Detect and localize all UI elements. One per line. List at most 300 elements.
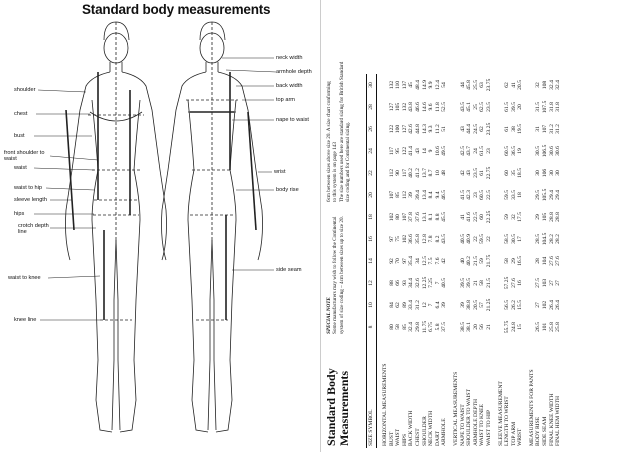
measurement-value: 41	[459, 214, 466, 220]
measurement-value: 107	[388, 190, 395, 200]
measurement-value: 43	[459, 126, 466, 132]
measurement-name: SHOULDER	[421, 416, 428, 446]
measurement-value: 31.2	[414, 300, 421, 310]
measurement-value: 8.8	[434, 213, 441, 221]
measurement-value: 21.5	[472, 256, 479, 266]
measurement-name: WAIST TO KNEE	[479, 404, 486, 446]
measurement-value: 23.25	[485, 122, 492, 136]
measurement-value: 39	[459, 302, 466, 308]
measurement-value: 117	[401, 168, 408, 178]
measurement-value: 27	[555, 280, 562, 286]
measurement-value: 30.6	[555, 146, 562, 156]
label-waist-to-knee: waist to knee	[8, 275, 41, 281]
measurement-value: 14.9	[421, 80, 428, 90]
table-page	[320, 0, 640, 452]
size-header-cell: 16	[367, 228, 377, 250]
measurement-value: 12.4	[434, 80, 441, 90]
measurement-value: 7.25	[428, 278, 435, 288]
table-row	[479, 74, 486, 448]
measurement-value: 27.6	[510, 278, 517, 288]
measurement-value: 46.5	[441, 190, 448, 200]
label-knee-line: knee line	[14, 317, 37, 323]
measurement-value: 54	[441, 82, 448, 88]
section-heading-row	[451, 74, 460, 448]
measurement-name: LENGTH TO WRIST	[504, 396, 511, 446]
measurement-value: 60.5	[479, 190, 486, 200]
measurement-value: 90	[395, 170, 402, 176]
measurement-value: 30.5	[535, 146, 542, 156]
measurement-value: 14.3	[421, 124, 428, 134]
book-title-line-2: Measurements	[337, 370, 351, 446]
measurement-value: 15	[517, 324, 524, 330]
measurement-value: 14	[421, 148, 428, 154]
measurement-value: 9	[428, 149, 435, 153]
measurement-value: 59.5	[479, 234, 486, 244]
label-waist: waist	[14, 165, 27, 171]
size-header-cell: 24	[367, 140, 377, 162]
measurement-value: 41.5	[459, 190, 466, 200]
measurement-value: 57	[479, 302, 486, 308]
table-row	[415, 74, 422, 448]
table-row	[408, 74, 415, 448]
sizing-note-line-3: The size numbers used here are standard sizing for British Standard	[338, 61, 345, 202]
measurement-value: 127	[401, 124, 408, 134]
measurement-value: 36.5	[510, 146, 517, 156]
measurement-value: 63	[479, 82, 486, 88]
measurement-value: 38.8	[466, 300, 473, 310]
measurement-value: 15.5	[517, 300, 524, 310]
measurement-value: 102	[401, 234, 408, 244]
measurement-value: 38.5	[459, 322, 466, 332]
measurement-value: 41.4	[408, 146, 415, 156]
measurement-value: 107.5	[542, 100, 549, 114]
special-note-title: SPECIAL NOTE	[326, 297, 332, 334]
measurement-value: 32.4	[555, 80, 562, 90]
measurement-value: 44.8	[414, 124, 421, 134]
measurement-value: 20.5	[472, 300, 479, 310]
measurement-value: 61	[479, 170, 486, 176]
measurement-value: 37.8	[408, 212, 415, 222]
measurement-value: 66	[395, 280, 402, 286]
measurement-value: 42	[441, 258, 448, 264]
measurement-value: 31	[535, 126, 542, 132]
measurement-value: 39	[441, 302, 448, 308]
measurement-value: 12.25	[421, 276, 428, 290]
sizing-note-line-2: to this system is on page 143	[332, 142, 339, 202]
measurement-value: 43.8	[408, 102, 415, 112]
measurement-name: DART	[434, 431, 441, 446]
measurement-value: 6.4	[434, 301, 441, 309]
measurement-value: 132	[401, 102, 408, 112]
measurement-value: 108	[542, 80, 549, 90]
label-shoulder: shoulder	[14, 87, 36, 93]
measurement-value: 49.5	[441, 146, 448, 156]
measurement-value: 29.8	[414, 322, 421, 332]
label-chest: chest	[14, 111, 28, 117]
measurement-value: 22.75	[485, 166, 492, 180]
measurement-value: 32.4	[548, 80, 555, 90]
measurement-value: 132	[388, 80, 395, 90]
measurement-value: 105.5	[542, 188, 549, 202]
measurement-value: 58	[395, 324, 402, 330]
size-header-cell: 14	[367, 250, 377, 272]
measurement-value: 44	[459, 82, 466, 88]
size-header-cell: 30	[367, 74, 377, 96]
measurement-table	[366, 74, 562, 448]
measurement-value: 14.6	[421, 102, 428, 112]
measurement-value: 19.5	[517, 124, 524, 134]
measurement-value: 45.8	[466, 80, 473, 90]
measurement-value: 102	[542, 300, 549, 310]
measurement-value: 80	[395, 214, 402, 220]
measurement-value: 10.6	[434, 146, 441, 156]
measurement-value: 104	[542, 256, 549, 266]
measurement-value: 117	[388, 146, 395, 156]
table-row	[428, 74, 435, 448]
measurement-value: 32	[510, 214, 517, 220]
measurement-value: 59.5	[504, 190, 511, 200]
measurement-value: 34.4	[408, 278, 415, 288]
measurement-value: 75	[395, 236, 402, 242]
measurement-value: 22.5	[485, 190, 492, 200]
measurement-value: 61.5	[479, 146, 486, 156]
measurement-value: 23	[472, 192, 479, 198]
measurement-value: 19	[517, 148, 524, 154]
measurement-value: 106.5	[542, 144, 549, 158]
label-front-shoulder-to-waist: front shoulder to waist	[4, 150, 45, 162]
measurement-value: 62	[395, 302, 402, 308]
table-row	[504, 74, 511, 448]
measurement-name: FINAL HEM WIDTH	[555, 395, 562, 446]
measurement-value: 21.25	[485, 298, 492, 312]
measurement-name: ARMHOLE DEPTH	[472, 398, 479, 446]
measurement-value: 55.75	[504, 320, 511, 334]
measurement-name: BODY RISE	[535, 416, 542, 446]
measurement-value: 45.5	[441, 212, 448, 222]
measurement-value: 20	[472, 324, 479, 330]
measurement-value: 29	[535, 214, 542, 220]
measurement-value: 110	[395, 80, 402, 90]
measurement-value: 93	[401, 280, 408, 286]
measurement-value: 7	[434, 281, 441, 285]
measurement-value: 62	[479, 126, 486, 132]
measurement-value: 26.4	[555, 300, 562, 310]
measurement-value: 25.5	[472, 80, 479, 90]
label-wrist: wrist	[274, 169, 286, 175]
measurement-value: 97	[401, 258, 408, 264]
special-note-line-2: system of size coding – 4cm between sizes up to size 20.	[338, 216, 345, 334]
table-row	[422, 74, 429, 448]
measurement-value: 43.5	[441, 234, 448, 244]
measurement-name: SIDE SEAM	[542, 416, 549, 446]
measurement-value: 16.5	[517, 256, 524, 266]
measurement-value: 17.5	[517, 212, 524, 222]
measurement-value: 16	[517, 280, 524, 286]
section-heading: SLEEVE MEASUREMENT	[497, 381, 504, 446]
measurement-value: 105	[395, 102, 402, 112]
size-header-cell: 20	[367, 184, 377, 206]
measurement-value: 39.5	[459, 278, 466, 288]
book-title	[325, 368, 351, 446]
measurement-value: 41.2	[414, 168, 421, 178]
measurement-value: 43.7	[466, 146, 473, 156]
measurement-value: 29	[510, 258, 517, 264]
label-sleeve-length: sleeve length	[14, 197, 47, 203]
table-row	[555, 74, 562, 448]
measurement-value: 122	[388, 124, 395, 134]
measurement-value: 40.2	[466, 256, 473, 266]
measurement-value: 35.8	[414, 234, 421, 244]
measurement-value: 10	[434, 170, 441, 176]
measurement-value: 40.2	[408, 168, 415, 178]
measurement-value: 8.1	[428, 213, 435, 221]
rotated-page-content	[321, 0, 640, 452]
label-body-rise: body rise	[276, 187, 299, 193]
measurement-value: 40.5	[459, 234, 466, 244]
measurement-value: 45	[408, 82, 415, 88]
measurement-value: 85	[401, 324, 408, 330]
measurement-value: 37.6	[414, 212, 421, 222]
measurement-value: 41.6	[466, 212, 473, 222]
measurement-value: 30.5	[510, 234, 517, 244]
measurement-value: 105	[542, 212, 549, 222]
measurement-value: 41	[510, 82, 517, 88]
table-row	[402, 74, 409, 448]
measurement-name: WRIST	[517, 428, 524, 446]
measurement-value: 70	[395, 258, 402, 264]
measurement-value: 11.2	[434, 124, 441, 134]
measurement-value: 58	[504, 258, 511, 264]
measurement-value: 127	[388, 102, 395, 112]
measurement-name: FINAL KNEE WIDTH	[548, 393, 555, 446]
section-heading: MEASUREMENTS FOR PANTS	[528, 369, 535, 446]
measurement-value: 33.5	[510, 190, 517, 200]
measurement-value: 42.6	[408, 124, 415, 134]
measurement-value: 31.2	[548, 124, 555, 134]
measurement-value: 38.1	[466, 322, 473, 332]
measurement-value: 37.5	[441, 322, 448, 332]
measurement-name: BACK WIDTH	[408, 410, 415, 446]
measurement-value: 23	[485, 148, 492, 154]
measurement-name: ARMHOLE	[441, 418, 448, 446]
figure-title: Standard body measurements	[82, 2, 271, 17]
measurement-value: 20	[517, 104, 524, 110]
measurement-value: 8.4	[428, 191, 435, 199]
measurement-value: 23.75	[485, 78, 492, 92]
measurement-value: 25.8	[555, 322, 562, 332]
measurement-value: 51	[441, 126, 448, 132]
measurement-name: HIPS	[401, 433, 408, 446]
measurement-value: 27.6	[548, 256, 555, 266]
size-header-cell: 22	[367, 162, 377, 184]
measurement-value: 30	[555, 170, 562, 176]
measurement-value: 57.25	[504, 276, 511, 290]
measurement-value: 48	[441, 170, 448, 176]
measurement-value: 88	[388, 280, 395, 286]
measurement-value: 13.7	[421, 168, 428, 178]
measurement-value: 33.4	[408, 300, 415, 310]
measurement-value: 29.4	[548, 190, 555, 200]
table-row	[486, 74, 493, 448]
section-heading-row	[496, 74, 505, 448]
measurement-value: 12	[421, 302, 428, 308]
section-heading-row	[527, 74, 536, 448]
measurement-name: WAIST	[395, 428, 402, 446]
measurement-name: NECK WIDTH	[428, 410, 435, 446]
measurement-value: 56.5	[504, 300, 511, 310]
measurement-value: 34	[414, 258, 421, 264]
sizing-note-line-1: 6cm between sizes above size 20. A size chart conforming	[326, 81, 332, 202]
measurement-value: 21	[485, 324, 492, 330]
measurement-value: 39.5	[466, 278, 473, 288]
measurement-value: 6.75	[428, 322, 435, 332]
table-row	[517, 74, 524, 448]
measurement-value: 107	[401, 212, 408, 222]
measurement-value: 60	[479, 214, 486, 220]
measurement-value: 31.8	[555, 102, 562, 112]
measurement-value: 56	[479, 324, 486, 330]
measurement-value: 60	[504, 170, 511, 176]
measurement-value: 104.5	[542, 232, 549, 246]
measurement-value: 31.8	[548, 102, 555, 112]
measurement-name: CHEST	[414, 428, 421, 446]
measurement-value: 20.5	[517, 80, 524, 90]
measurement-value: 7	[428, 303, 435, 307]
table-header-row	[367, 74, 377, 448]
measurement-value: 38	[510, 126, 517, 132]
measurement-value: 52.5	[441, 102, 448, 112]
table-row	[395, 74, 402, 448]
measurement-value: 29.4	[555, 190, 562, 200]
table-row	[542, 74, 549, 448]
measurement-value: 122	[401, 146, 408, 156]
measurement-value: 137	[401, 80, 408, 90]
size-header-cell: 12	[367, 272, 377, 294]
measurement-value: 62.5	[479, 102, 486, 112]
measurement-value: 102	[388, 212, 395, 222]
measurement-value: 60.5	[504, 146, 511, 156]
measurement-value: 18.5	[517, 168, 524, 178]
table-row	[473, 74, 480, 448]
measurement-value: 24.5	[472, 124, 479, 134]
table-row	[535, 74, 542, 448]
measurement-value: 9.3	[428, 125, 435, 133]
measurement-value: 43.5	[459, 102, 466, 112]
measurement-value: 31.5	[535, 102, 542, 112]
measurement-name: NAPE TO WAIST	[459, 404, 466, 446]
measurement-value: 103	[542, 278, 549, 288]
measurement-value: 27	[535, 302, 542, 308]
label-top-arm: top arm	[276, 97, 295, 103]
measurement-value: 7.8	[428, 235, 435, 243]
measurement-value: 21.5	[485, 278, 492, 288]
label-crotch-depth-line: crotch depth line	[18, 223, 49, 235]
measurement-value: 48.4	[414, 80, 421, 90]
special-note-line-1: Some manufacturers may wish to follow the Continental	[332, 216, 339, 334]
back-figure	[162, 22, 263, 432]
measurement-value: 28.8	[548, 212, 555, 222]
measurement-value: 42	[459, 170, 466, 176]
measurement-value: 26.2	[510, 300, 517, 310]
label-bust: bust	[14, 133, 25, 139]
measurement-value: 100	[395, 124, 402, 134]
measurement-value: 27.5	[535, 278, 542, 288]
measurement-name: TOP ARM	[510, 421, 517, 446]
label-nape-to-waist: nape to waist	[276, 117, 309, 123]
measurement-value: 28.5	[535, 234, 542, 244]
measurement-value: 46.6	[414, 102, 421, 112]
table-row	[441, 74, 448, 448]
book-title-line-1: Standard Body	[324, 368, 338, 446]
measurement-value: 28.2	[548, 234, 555, 244]
size-header-cell: 8	[367, 316, 377, 338]
measurement-value: 28.8	[555, 212, 562, 222]
label-armhole-depth: armhole depth	[276, 69, 312, 75]
label-neck-width: neck width	[276, 55, 303, 61]
measurement-value: 9.6	[428, 103, 435, 111]
table-row	[466, 74, 473, 448]
measurement-value: 32.4	[408, 322, 415, 332]
measurement-value: 13.4	[421, 190, 428, 200]
measurement-value: 80	[388, 324, 395, 330]
measurement-value: 23.5	[485, 102, 492, 112]
measurement-value: 22.5	[472, 212, 479, 222]
front-figure	[66, 22, 167, 432]
measurement-value: 12.5	[421, 256, 428, 266]
measurement-value: 40.9	[466, 234, 473, 244]
measurement-value: 43	[466, 170, 473, 176]
measurement-value: 24	[472, 148, 479, 154]
measurement-value: 24.8	[510, 322, 517, 332]
measurement-value: 112	[388, 168, 395, 178]
measurement-value: 97	[388, 236, 395, 242]
measurement-value: 39	[408, 192, 415, 198]
measurement-value: 7.6	[434, 257, 441, 265]
measurement-value: 21	[472, 280, 479, 286]
size-header-cell: 10	[367, 294, 377, 316]
measurement-value: 36.6	[408, 234, 415, 244]
measurement-value: 35	[510, 170, 517, 176]
measurement-value: 32.6	[414, 278, 421, 288]
measurement-value: 22.25	[485, 210, 492, 224]
measurement-value: 44.4	[466, 124, 473, 134]
measurement-value: 25	[472, 104, 479, 110]
measurement-value: 27	[548, 280, 555, 286]
section-heading: VERTICAL MEASUREMENTS	[452, 371, 459, 446]
label-side-seam: side seam	[276, 267, 302, 273]
measurement-value: 17	[517, 236, 524, 242]
measurement-value: 101	[542, 322, 549, 332]
size-header-cell: 28	[367, 96, 377, 118]
measurement-value: 13.1	[421, 212, 428, 222]
size-header-cell: 26	[367, 118, 377, 140]
measurement-value: 106	[542, 168, 549, 178]
measurement-value: 25.8	[548, 322, 555, 332]
measurement-value: 12.8	[421, 234, 428, 244]
measurement-value: 28	[535, 258, 542, 264]
measurement-value: 30	[535, 170, 542, 176]
measurement-value: 28.2	[555, 234, 562, 244]
measurement-value: 62	[504, 82, 511, 88]
measurement-value: 18	[517, 192, 524, 198]
measurement-value: 39.4	[414, 190, 421, 200]
measurement-value: 35.4	[408, 256, 415, 266]
measurement-value: 92	[388, 258, 395, 264]
measurement-value: 59	[504, 214, 511, 220]
measurement-value: 26.4	[548, 300, 555, 310]
measurement-value: 112	[401, 190, 408, 200]
measurement-value: 89	[401, 302, 408, 308]
